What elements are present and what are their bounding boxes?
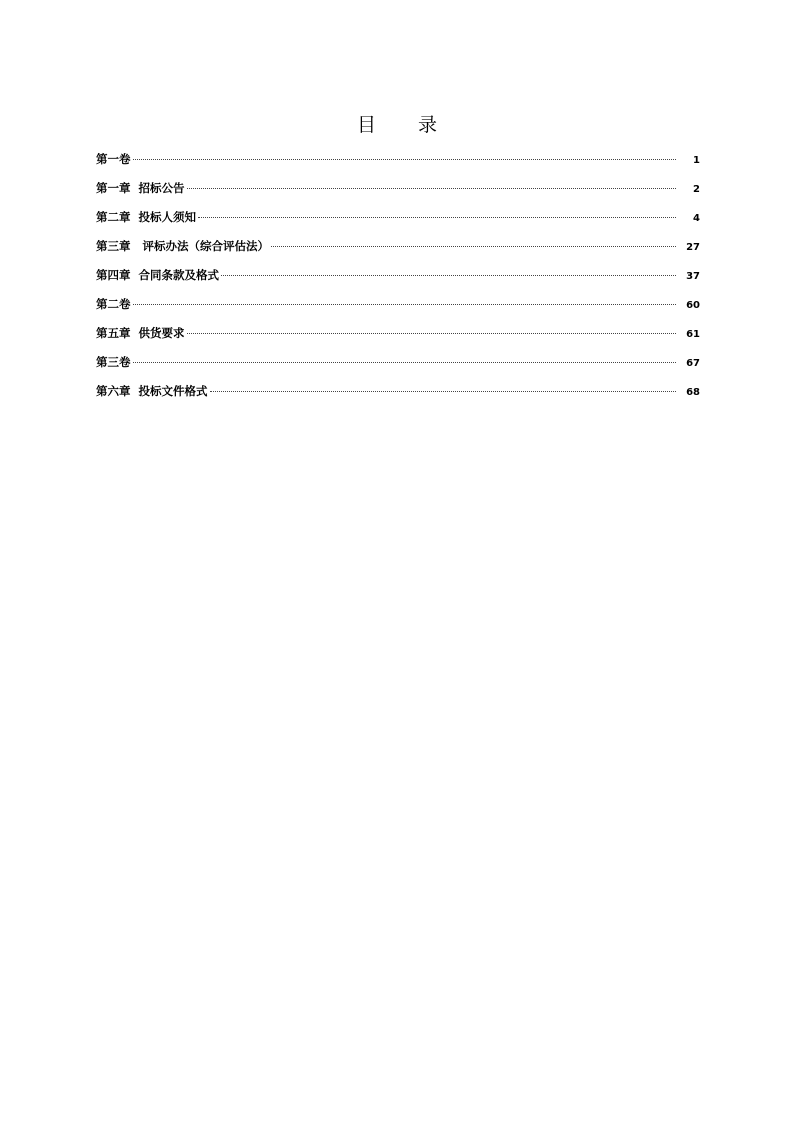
toc-entry-page: 67	[686, 358, 700, 369]
toc-entry-label: 第一卷	[96, 152, 131, 166]
toc-entry[interactable]	[96, 354, 700, 383]
toc-dot-leader	[221, 275, 676, 276]
toc-entry-label: 第三卷	[96, 355, 131, 369]
toc-entry-label: 第三章 评标办法（综合评估法）	[96, 239, 270, 253]
toc-entry[interactable]	[96, 238, 700, 267]
toc-entry[interactable]	[96, 267, 700, 296]
toc-entry-label: 第五章 供货要求	[96, 326, 185, 340]
toc-entry-page: 61	[686, 329, 700, 340]
toc-dot-leader	[133, 159, 677, 160]
toc-dot-leader	[187, 333, 676, 334]
toc-entry-label: 第六章 投标文件格式	[96, 384, 208, 398]
toc-entry[interactable]	[96, 296, 700, 325]
toc-dot-leader	[133, 362, 677, 363]
toc-entry[interactable]	[96, 180, 700, 209]
toc-entry-page: 4	[693, 213, 700, 224]
toc-entry[interactable]	[96, 325, 700, 354]
toc-entry-page: 1	[693, 155, 700, 166]
toc-entry-page: 37	[686, 271, 700, 282]
toc-entry-page: 2	[693, 184, 700, 195]
toc-dot-leader	[187, 188, 676, 189]
toc-dot-leader	[271, 246, 676, 247]
toc-dot-leader	[210, 391, 676, 392]
toc-dot-leader	[198, 217, 676, 218]
toc-dot-leader	[133, 304, 677, 305]
toc-list	[96, 151, 700, 412]
toc-entry-page: 27	[686, 242, 700, 253]
toc-entry[interactable]	[96, 151, 700, 180]
toc-entry-label: 第一章 招标公告	[96, 181, 185, 195]
toc-title: 目 录	[356, 114, 456, 136]
toc-entry-label: 第二卷	[96, 297, 131, 311]
toc-entry-label: 第二章 投标人须知	[96, 210, 197, 224]
toc-entry[interactable]	[96, 209, 700, 238]
toc-entry-page: 68	[686, 387, 700, 398]
toc-entry-page: 60	[686, 300, 700, 311]
toc-entry[interactable]	[96, 383, 700, 412]
toc-entry-label: 第四章 合同条款及格式	[96, 268, 220, 282]
